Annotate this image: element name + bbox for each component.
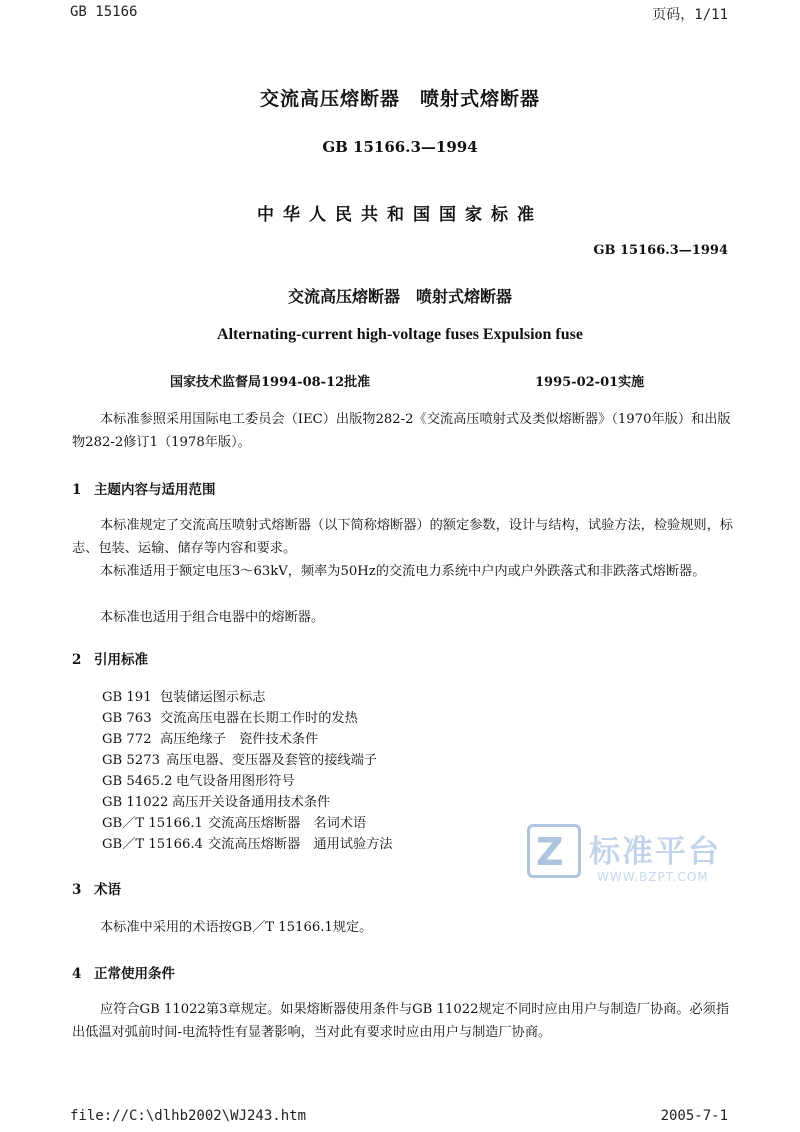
english-title: Alternating-current high-voltage fuses Expulsion fuse (217, 326, 583, 343)
ref-code: GB 763 (102, 711, 152, 726)
document-title: 交流高压熔断器 喷射式熔断器 (259, 88, 540, 110)
section-3-heading (72, 878, 121, 898)
footer-file-path: file://C:\dlhb2002\WJ243.htm (70, 1108, 307, 1124)
section-1-heading (72, 478, 216, 498)
ref-name: 电气设备用图形符号 (176, 774, 295, 789)
section-1-paragraph-3: 本标准也适用于组合电器中的熔断器。 (100, 610, 325, 625)
section-title: 术语 (94, 882, 121, 898)
section-title: 主题内容与适用范围 (94, 482, 216, 498)
section-title: 正常使用条件 (94, 966, 175, 982)
list-item (102, 750, 393, 771)
national-standard-heading: 中华人民共和国国家标准 (257, 205, 543, 225)
ref-name: 高压开关设备通用技术条件 (172, 795, 331, 810)
ref-code: GB／T 15166.4 (102, 837, 203, 852)
ref-code: GB 191 (102, 690, 152, 705)
section-1-paragraph-1: 本标准规定了交流高压喷射式熔断器（以下简称熔断器）的额定参数，设计与结构，试验方法，检验规则，标志、包装、运输、储存等内容和要求。 (72, 518, 733, 556)
ref-name: 高压绝缘子 瓷件技术条件 (160, 732, 319, 747)
list-item (102, 771, 393, 792)
ref-code: GB 5273 (102, 753, 160, 768)
ref-name: 包装储运图示标志 (160, 690, 266, 705)
site-watermark (527, 824, 727, 892)
section-4-heading (72, 962, 175, 982)
section-number: 2 (72, 652, 82, 668)
list-item (102, 792, 393, 813)
ref-name: 高压电器、变压器及套管的接线端子 (166, 753, 377, 768)
ref-code: GB 11022 (102, 795, 169, 810)
referenced-standards-list (102, 687, 393, 855)
watermark-name: 标准平台 (589, 834, 721, 870)
standard-number-right: GB 15166.3—1994 (593, 243, 728, 258)
section-4-paragraph-1: 应符合GB 11022第3章规定。如果熔断器使用条件与GB 11022规定不同时应由用户与制造厂协商。必须指出低温对弧前时间-电流特性有显著影响，当对此有要求时应由用户与制造厂协商。 (72, 1002, 730, 1040)
list-item (102, 687, 393, 708)
section-number: 1 (72, 482, 82, 498)
list-item (102, 834, 393, 855)
ref-code: GB／T 15166.1 (102, 816, 203, 831)
ref-name: 交流高压熔断器 通用试验方法 (208, 837, 393, 852)
ref-name: 交流高压电器在长期工作时的发热 (160, 711, 358, 726)
section-2-heading (72, 648, 148, 668)
watermark-logo-icon: Z (527, 824, 581, 878)
section-3-paragraph-1: 本标准中采用的术语按GB／T 15166.1规定。 (100, 920, 373, 935)
ref-name: 交流高压熔断器 名词术语 (208, 816, 367, 831)
approval-line: 国家技术监督局1994-08-12批准 (170, 375, 371, 390)
ref-code: GB 5465.2 (102, 774, 173, 789)
section-number: 3 (72, 882, 82, 898)
section-number: 4 (72, 966, 82, 982)
footer-date: 2005-7-1 (660, 1108, 728, 1124)
standard-number: GB 15166.3—1994 (322, 138, 478, 156)
intro-paragraph: 本标准参照采用国际电工委员会（IEC）出版物282-2《交流高压喷射式及类似熔断器》（1970年版）和出版物282-2修订1（1978年版）。 (72, 412, 731, 450)
section-title: 引用标准 (94, 652, 148, 668)
watermark-url: WWW.BZPT.COM (597, 870, 709, 884)
chinese-title: 交流高压熔断器 喷射式熔断器 (287, 287, 512, 306)
section-1-paragraph-2: 本标准适用于额定电压3～63kV，频率为50Hz的交流电力系统中户内或户外跌落式和非跌落式熔断器。 (100, 564, 706, 579)
list-item (102, 729, 393, 750)
list-item (102, 708, 393, 729)
header-doc-id: GB 15166 (70, 4, 138, 20)
ref-code: GB 772 (102, 732, 152, 747)
list-item (102, 813, 393, 834)
effective-date: 1995-02-01实施 (535, 375, 645, 390)
header-page-number: 页码，1/11 (652, 7, 728, 23)
